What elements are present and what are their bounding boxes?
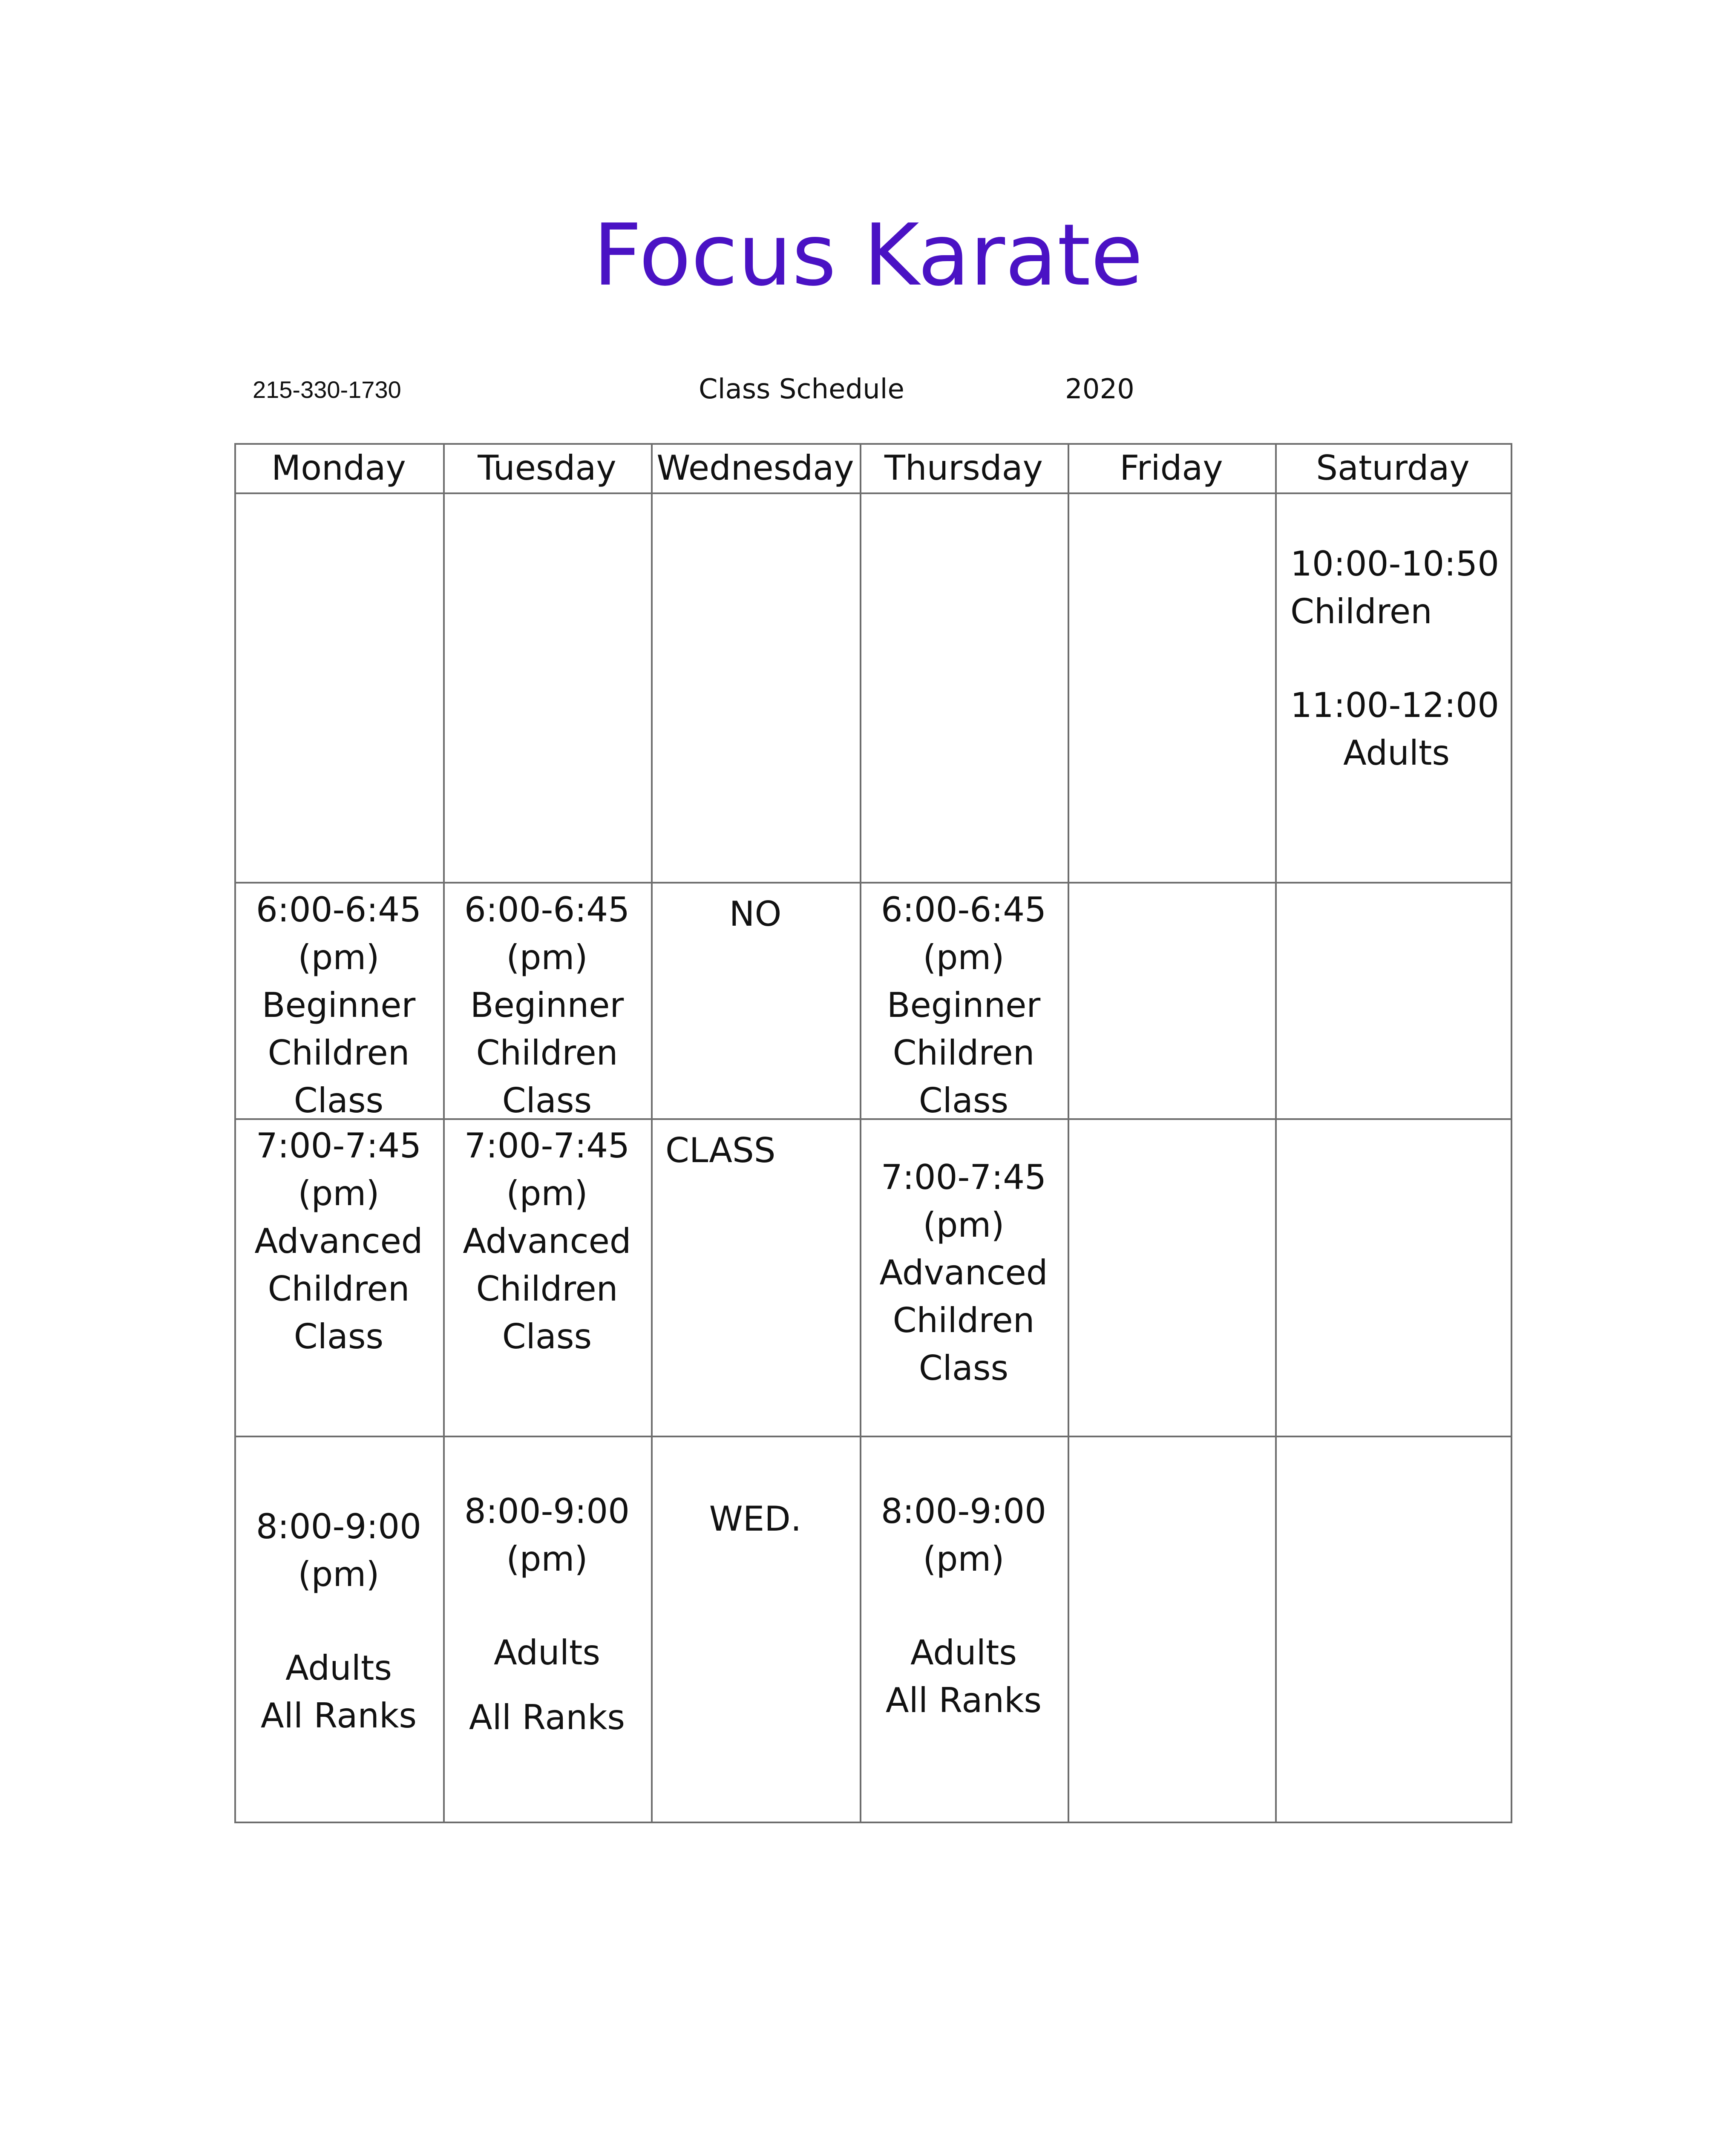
wednesday-note-wed: WED. xyxy=(709,1499,802,1539)
time-period: (pm) xyxy=(298,1174,380,1213)
thursday-adults-class xyxy=(860,1488,1068,1724)
class-label: Class xyxy=(294,1317,384,1356)
class-label: Beginner xyxy=(470,985,624,1025)
schedule-label: Class Schedule xyxy=(699,374,904,405)
class-label: Children xyxy=(268,1269,410,1309)
class-label: Advanced xyxy=(254,1221,423,1261)
schedule-time: 6:00-6:45 xyxy=(464,890,630,930)
class-label: Beginner xyxy=(262,985,416,1025)
header-friday: Friday xyxy=(1120,448,1223,488)
grid-line xyxy=(234,1436,1512,1437)
time-period: (pm) xyxy=(923,1205,1005,1245)
grid-line xyxy=(1511,443,1512,1823)
grid-line xyxy=(1068,443,1069,1823)
grid-line xyxy=(234,492,1512,494)
class-label: Adults xyxy=(493,1633,601,1672)
tuesday-adults-class xyxy=(443,1488,651,1741)
schedule-time: 6:00-6:45 xyxy=(256,890,422,930)
class-label: Beginner xyxy=(887,985,1041,1025)
monday-beginner-class xyxy=(234,886,443,1125)
class-label: Children xyxy=(892,1301,1035,1340)
schedule-time: 8:00-9:00 xyxy=(256,1507,422,1546)
wednesday-note-no: NO xyxy=(729,894,782,934)
class-label: Class xyxy=(294,1081,384,1120)
class-label: All Ranks xyxy=(469,1698,625,1737)
class-label: All Ranks xyxy=(885,1681,1042,1720)
schedule-time: 10:00-10:50 xyxy=(1290,544,1499,584)
class-label: All Ranks xyxy=(260,1696,417,1736)
time-period: (pm) xyxy=(298,938,380,977)
time-period: (pm) xyxy=(506,1539,588,1579)
class-label: Children xyxy=(476,1269,618,1309)
header-saturday: Saturday xyxy=(1316,448,1470,488)
schedule-time: 7:00-7:45 xyxy=(881,1157,1047,1197)
class-label: Children xyxy=(476,1033,618,1073)
class-label: Class xyxy=(502,1317,592,1356)
schedule-table xyxy=(234,443,1512,1823)
schedule-time: 11:00-12:00 xyxy=(1290,685,1499,725)
header-thursday: Thursday xyxy=(884,448,1043,488)
class-label: Advanced xyxy=(463,1221,631,1261)
time-period: (pm) xyxy=(298,1554,380,1594)
schedule-time: 8:00-9:00 xyxy=(881,1491,1047,1531)
monday-advanced-class xyxy=(234,1122,443,1361)
header-wednesday: Wednesday xyxy=(656,448,854,488)
class-label: Advanced xyxy=(879,1253,1048,1292)
header-tuesday: Tuesday xyxy=(478,448,616,488)
class-label: Adults xyxy=(910,1633,1017,1672)
tuesday-advanced-class xyxy=(443,1122,651,1361)
class-label: Class xyxy=(502,1081,592,1120)
class-label: Children xyxy=(892,1033,1035,1073)
monday-adults-class xyxy=(234,1503,443,1740)
saturday-classes xyxy=(1275,540,1511,777)
grid-line xyxy=(234,882,1512,884)
phone-number: 215-330-1730 xyxy=(253,376,401,403)
schedule-time: 7:00-7:45 xyxy=(256,1126,422,1166)
class-label: Children xyxy=(268,1033,410,1073)
schedule-time: 7:00-7:45 xyxy=(464,1126,630,1166)
class-label: Children xyxy=(1290,592,1432,631)
schedule-time: 6:00-6:45 xyxy=(881,890,1047,930)
wednesday-note-class: CLASS xyxy=(665,1131,776,1170)
time-period: (pm) xyxy=(506,1174,588,1213)
time-period: (pm) xyxy=(923,938,1005,977)
class-label: Class xyxy=(918,1348,1009,1388)
page-title: Focus Karate xyxy=(593,206,1143,305)
schedule-year: 2020 xyxy=(1065,374,1134,405)
schedule-time: 8:00-9:00 xyxy=(464,1491,630,1531)
header-monday: Monday xyxy=(271,448,406,488)
grid-line xyxy=(234,1822,1512,1823)
class-label: Class xyxy=(918,1081,1009,1120)
time-period: (pm) xyxy=(506,938,588,977)
time-period: (pm) xyxy=(923,1539,1005,1579)
class-label: Adults xyxy=(285,1648,392,1688)
class-label: Adults xyxy=(1343,733,1450,773)
thursday-beginner-class xyxy=(860,886,1068,1125)
thursday-advanced-class xyxy=(860,1154,1068,1392)
tuesday-beginner-class xyxy=(443,886,651,1125)
